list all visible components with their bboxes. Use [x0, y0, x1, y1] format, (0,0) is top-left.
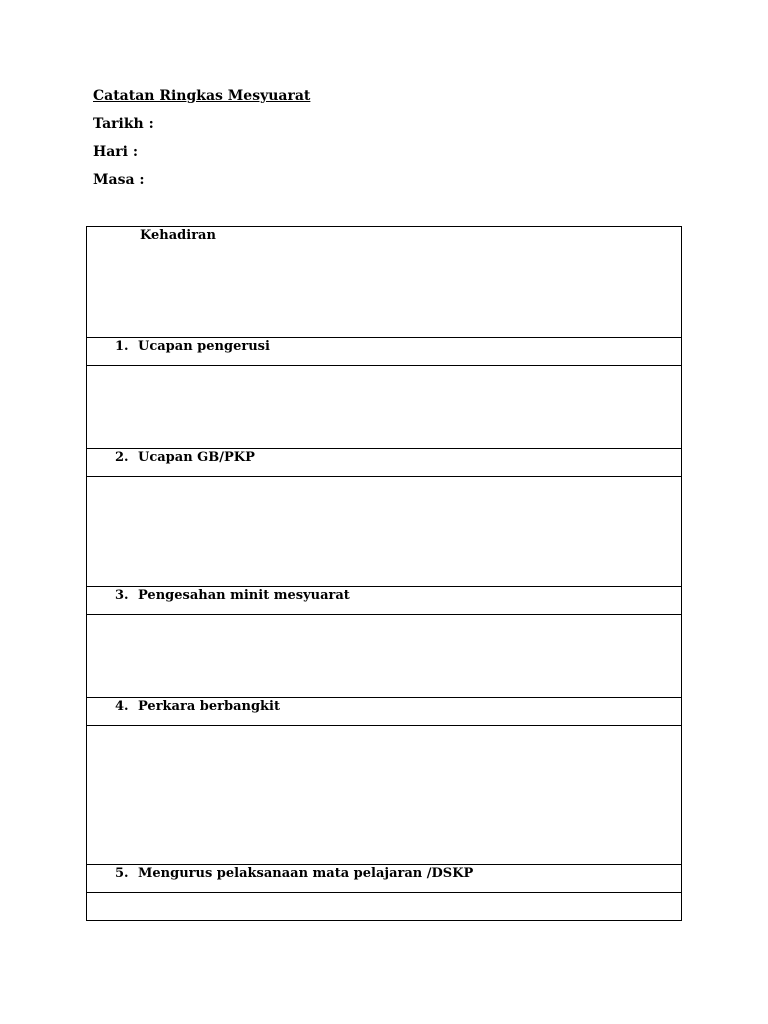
- section-title: Perkara berbangkit: [138, 699, 280, 714]
- section-number: 2.: [115, 450, 129, 465]
- section-title: Pengesahan minit mesyuarat: [138, 588, 350, 603]
- section-title: Ucapan GB/PKP: [138, 450, 255, 465]
- section-heading-3: [87, 587, 682, 615]
- section-number: 1.: [115, 339, 129, 354]
- table-row: [87, 338, 682, 366]
- section-number: 5.: [115, 866, 129, 881]
- day-label: Hari :: [93, 144, 139, 160]
- attendance-cell[interactable]: [87, 227, 682, 338]
- table-row: [87, 865, 682, 893]
- meeting-notes-table: [86, 226, 682, 921]
- document-title: Catatan Ringkas Mesyuarat: [93, 88, 311, 104]
- table-row: [87, 698, 682, 726]
- section-heading-1: [87, 338, 682, 366]
- section-heading-4: [87, 698, 682, 726]
- section-notes-1[interactable]: [87, 366, 682, 449]
- table-row: [87, 477, 682, 587]
- attendance-label: Kehadiran: [140, 228, 216, 243]
- section-notes-4[interactable]: [87, 726, 682, 865]
- table-row: [87, 366, 682, 449]
- time-label: Masa :: [93, 172, 145, 188]
- table-row: [87, 615, 682, 698]
- section-heading-2: [87, 449, 682, 477]
- table-row: [87, 449, 682, 477]
- document-header: [93, 86, 310, 198]
- section-number: 4.: [115, 699, 129, 714]
- table-row: [87, 227, 682, 338]
- section-title: Ucapan pengerusi: [138, 339, 270, 354]
- section-notes-5[interactable]: [87, 893, 682, 921]
- table-row: [87, 893, 682, 921]
- table-row: [87, 587, 682, 615]
- section-title: Mengurus pelaksanaan mata pelajaran /DSKP: [138, 866, 474, 881]
- table-row: [87, 726, 682, 865]
- date-label: Tarikh :: [93, 116, 154, 132]
- section-heading-5: [87, 865, 682, 893]
- section-notes-2[interactable]: [87, 477, 682, 587]
- section-number: 3.: [115, 588, 129, 603]
- section-notes-3[interactable]: [87, 615, 682, 698]
